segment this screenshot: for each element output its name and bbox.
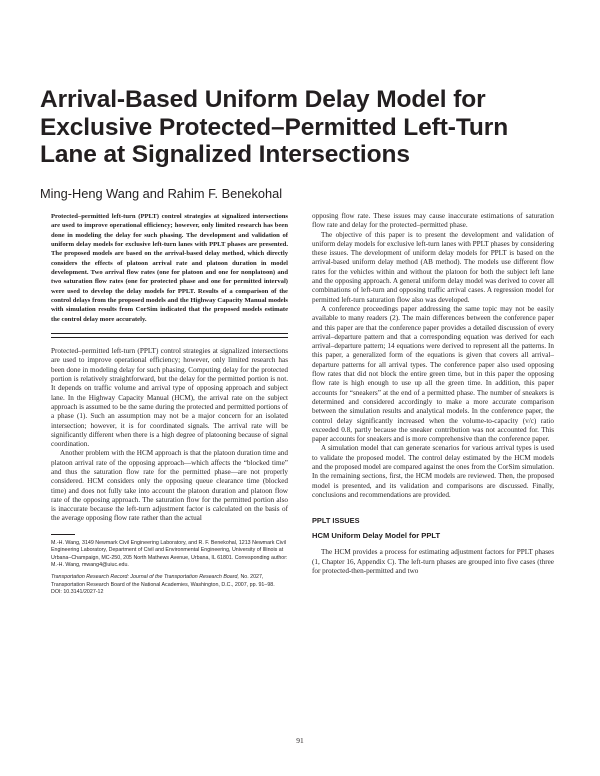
- abstract-rule-top: [51, 333, 288, 334]
- journal-citation: [51, 574, 288, 589]
- right-column: [312, 212, 554, 576]
- body-paragraph: opposing flow rate. These issues may cause inaccurate estimations of saturation flow rate and delay for the protected–permitted phase.: [312, 212, 554, 230]
- journal-title: Transportation Research Record: Journal of the Transportation Research Board,: [51, 574, 239, 581]
- article-title: [40, 86, 560, 169]
- subsection-heading: HCM Uniform Delay Model for PPLT: [312, 531, 441, 541]
- left-column: [51, 212, 288, 597]
- title-line: Lane at Signalized Intersections: [40, 141, 410, 168]
- body-paragraph: Protected–permitted left-turn (PPLT) control strategies at signalized intersections are used to improve operational efficiency; however, only limited research has been done in modeling delay for such phasing. Computing delay for the protected portion is relatively straightforward, but the delay for the permitted portion is not. It depends on traffic volume and arrival type of opposing approach and subject lane. In the Highway Capacity Manual (HCM), the arrival rate on the subject approach is assumed to be the same during the protected and permitted portions of a phase (1). Such an assumption may not be a major concern for an isolated intersection; however, it is for coordinated signals. The arrival rate will be significantly different when there is a high degree of platooning because of signal coordination.: [51, 347, 288, 449]
- doi: DOI: 10.3141/2027-12: [51, 589, 104, 596]
- title-line: Arrival-Based Uniform Delay Model for: [40, 86, 486, 113]
- abstract: Protected–permitted left-turn (PPLT) control strategies at signalized intersections are used to improve operational efficiency; however, only limited research has been done in modeling the delay for such phasing. The development and validation of uniform delay models for exclusive left-turn lanes with PPLT phases are presented. The proposed models are based on the arrival-based delay method, which directly considers the effects of platoon arrival rate and platoon duration in model development. Two arrival flow rates (one for platoon and one for nonplatoon) and two saturation flow rates (one for protected phase and one for permitted interval) were used to develop the delay models for PPLT. Results of a comparison of the control delays from the proposed models and the Highway Capacity Manual models with simulation results from CorSim indicated that the proposed models estimate the control delay more accurately.: [51, 213, 288, 323]
- footnote-rule: [51, 534, 75, 535]
- body-paragraph: A conference proceedings paper addressing the same topic may not be easily available to many readers (2). The main differences between the conference paper and this paper are that the conference paper provides a detailed discussion of every arrival–departure pattern and that a corresponding equation was derived for each arrival–departure pattern; 14 equations were derived to represent all the patterns. In this paper, a generalized form of the equations is given that covers all arrival–departure patterns for all arrival types. The conference paper also used opposing flow rates that did not block the entire green time, but in this paper the opposing flow rate is high enough to use up all the green time. In addition, this paper accounts for “sneakers” at the end of a permitted phase. The number of sneakers is determined and considered accordingly to make a more accurate comparison between the simulation results and analytical models. In the conference paper, the control delay significantly increased when the volume-to-capacity (v/c) ratio exceeded 0.8, partly because the sneaker contribution was not accounted for. This paper accounts for sneakers and is more comprehensive than the conference paper.: [312, 304, 554, 444]
- body-paragraph: The HCM provides a process for estimating adjustment factors for PPLT phases (1, Chapter 16, Appendix C). The left-turn phases are grouped into five cases (three for protected-then-permitted and two: [312, 548, 554, 575]
- body-paragraph: A simulation model that can generate scenarios for various arrival types is used to validate the proposed model. The control delay estimated by the HCM models and the proposed model are compared against the ones from the CorSim simulation. In the remaining sections, first, the HCM models are reviewed. Then, the proposed model is presented, and its validation and comparisons are discussed. Finally, conclusions and recommendations are provided.: [312, 444, 554, 499]
- body-paragraph: Another problem with the HCM approach is that the platoon duration time and platoon arrival rate of the opposing approach—which affects the “blocked time” and thus the saturation flow rate for the permitted phase—are not properly considered. HCM considers only the opposing queue clearance time (blocked time) and does not fully take into account the platoon duration and platoon flow rate of the opposing approach. The saturation flow for the permitted portion also is inaccurate because the left-turn adjustment factor is calculated on the basis of the average opposing flow rate rather than the actual: [51, 449, 288, 523]
- section-heading: PPLT ISSUES: [312, 516, 360, 526]
- authors: Ming-Heng Wang and Rahim F. Benekohal: [40, 186, 283, 201]
- abstract-rule-bottom: [51, 337, 288, 338]
- title-line: Exclusive Protected–Permitted Left-Turn: [40, 113, 509, 141]
- body-paragraph: The objective of this paper is to present the development and validation of uniform delay models for exclusive left-turn lanes with PPLT phases by considering these issues. The development of uniform delay models for PPLT is based on the arrival-based uniform delay method (AB method). The models use different flow rates for the vehicles within and without the platoon for both the subject left lane and the opposing approach. A general uniform delay model was derived to cover all combinations of left-turn and opposing traffic arrival cases. A regression model for permitted left-turn saturation flow also was developed.: [312, 230, 554, 304]
- page-number: 91: [296, 736, 304, 745]
- journal-details: No. 2027, Transportation Research Board of the National Academies, Washington, D.C., 2007, pp. 91–98.: [51, 574, 275, 588]
- author-footnote: M.-H. Wang, 3149 Newmark Civil Engineering Laboratory, and R. F. Benekohal, 1213 Newmark Civil Engineering Laboratory, Department of Civil and Environmental Engineering, University of Illinois at Urbana–Champaign, MC-250, 205 North Mathews Avenue, Urbana, IL 61801. Corresponding author: M.-H. Wang, mwang4@uiuc.edu.: [51, 539, 288, 568]
